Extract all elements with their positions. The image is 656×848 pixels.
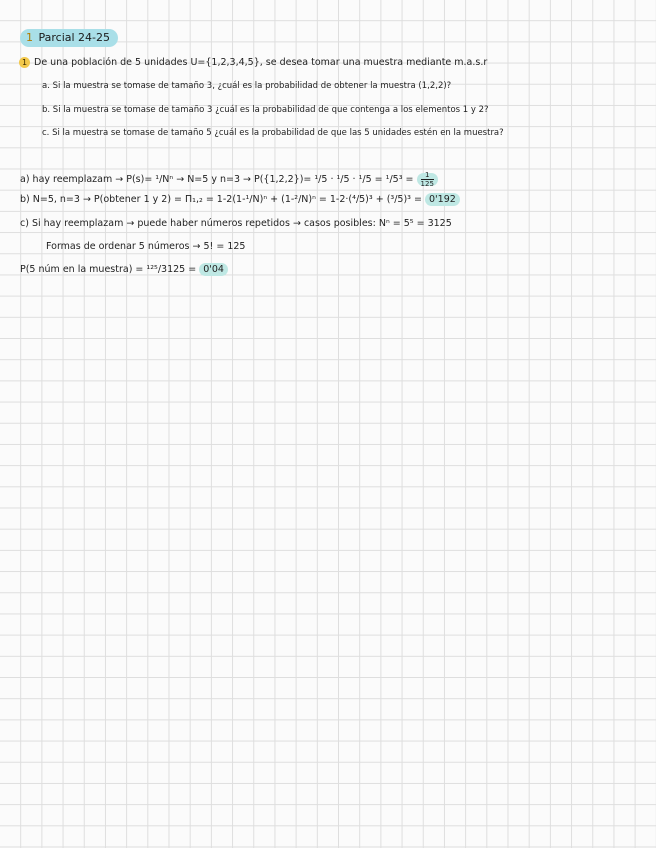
solution-b xyxy=(20,194,460,206)
solution-c-result: 0'04 xyxy=(199,263,228,276)
part-c-question: c. Si la muestra se tomase de tamaño 5 ¿cuál es la probabilidad de que las 5 unidades estén en la muestra? xyxy=(42,128,504,138)
part-b-question: b. Si la muestra se tomase de tamaño 3 ¿cuál es la probabilidad de que contenga a los elementos 1 y 2? xyxy=(42,105,489,115)
title-text: Parcial 24-25 xyxy=(38,31,111,44)
solution-b-text: b) N=5, n=3 → P(obtener 1 y 2) = Π₁,₂ = 1-2(1-¹/N)ⁿ + (1-²/N)ⁿ = 1-2·(⁴/5)³ + (³/5)³ = xyxy=(20,194,422,205)
problem-statement: De una población de 5 unidades U={1,2,3,4,5}, se desea tomar una muestra mediante m.a.s.r xyxy=(34,57,488,68)
solution-c-line-3-text: P(5 núm en la muestra) = ¹²⁵/3125 = xyxy=(20,264,197,275)
solution-c-line-1: c) Si hay reemplazam → puede haber números repetidos → casos posibles: Nⁿ = 5⁵ = 3125 xyxy=(20,218,452,229)
problem-statement-line xyxy=(19,57,487,69)
title-number: 1 xyxy=(26,31,33,44)
solution-a-fraction xyxy=(421,171,434,188)
solution-c-line-3 xyxy=(20,264,228,276)
problem-number-badge: 1 xyxy=(19,57,30,68)
fraction-numerator: 1 xyxy=(421,171,434,180)
solution-b-result: 0'192 xyxy=(425,193,460,206)
fraction-denominator: 125 xyxy=(420,180,434,188)
solution-a xyxy=(20,171,438,188)
part-a-question: a. Si la muestra se tomase de tamaño 3, ¿cuál es la probabilidad de obtener la muestra (1,2,2)? xyxy=(42,81,452,91)
solution-c-line-2: Formas de ordenar 5 números → 5! = 125 xyxy=(46,241,246,252)
solution-a-text: a) hay reemplazam → P(s)= ¹/Nⁿ → N=5 y n=3 → P({1,2,2})= ¹/5 · ¹/5 · ¹/5 = ¹/5³ = xyxy=(20,174,414,185)
page-title xyxy=(20,29,118,47)
solution-a-result xyxy=(417,173,438,186)
